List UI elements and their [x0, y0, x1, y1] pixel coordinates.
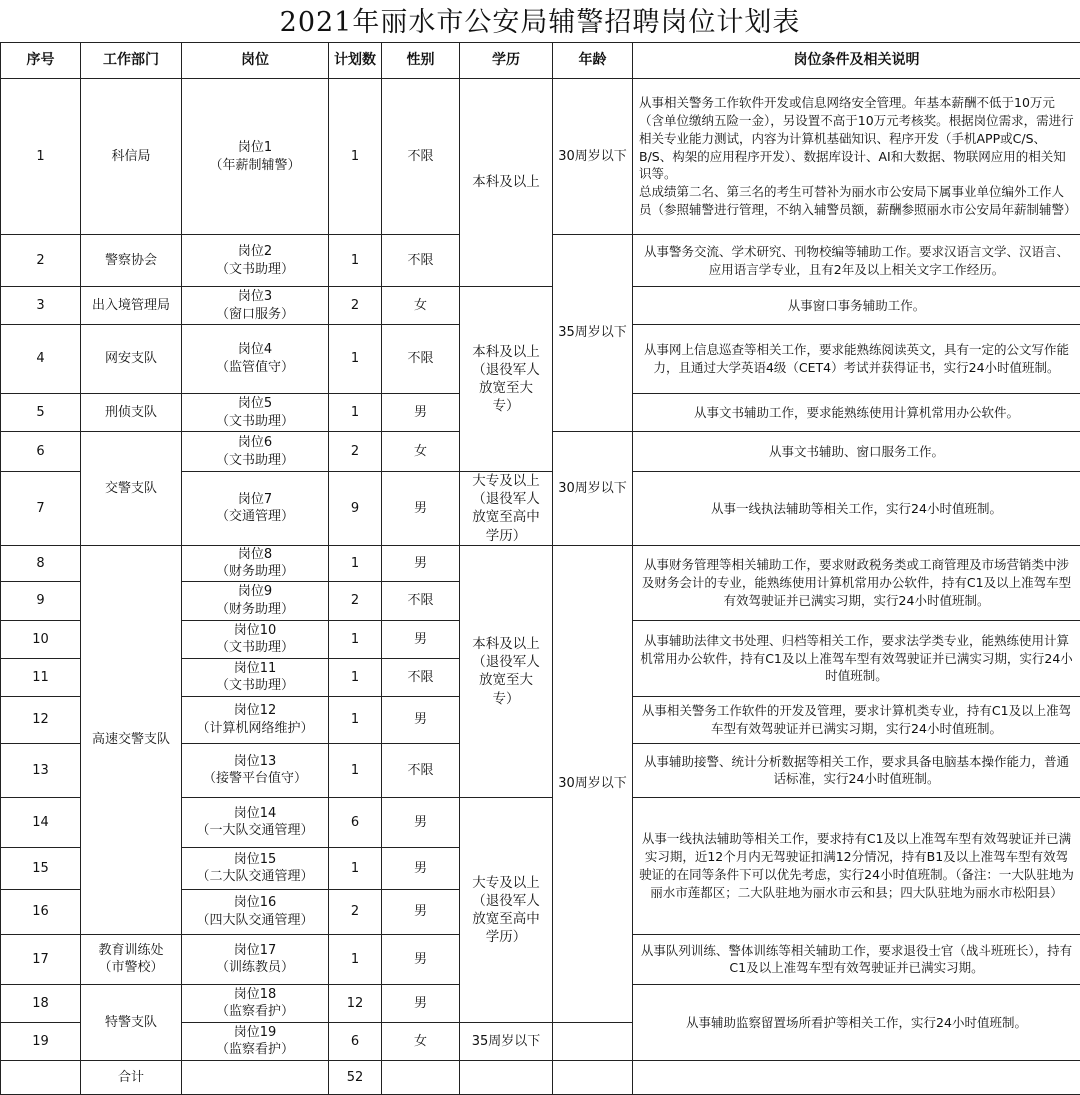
count-cell: 6	[329, 797, 382, 847]
header-cell: 岗位	[182, 43, 329, 79]
seq-cell: 1	[1, 79, 81, 235]
description-cell: 从事网上信息巡查等相关工作，要求能熟练阅读英文，具有一定的公文写作能力，且通过大学英语4级（CET4）考试并获得证书，实行24小时值班制。	[633, 325, 1080, 394]
count-cell: 1	[329, 79, 382, 235]
post-cell: 岗位11 （文书助理）	[182, 658, 329, 696]
count-cell: 1	[329, 325, 382, 394]
dept-cell: 高速交警支队	[81, 545, 182, 934]
total-blank-cell	[182, 1060, 329, 1094]
gender-cell: 男	[382, 696, 460, 743]
dept-cell: 网安支队	[81, 325, 182, 394]
description-cell: 从事相关警务工作软件开发或信息网络安全管理。年基本薪酬不低于10万元（含单位缴纳五险一金），另设置不高于10万元考核奖。根据岗位需求，需进行相关专业能力测试，内容为计算机基础知识、程序开发（手机APP或C/S、B/S、构架的应用程序开发）、数据库设计、AI和大数据、物联网应用的相关知识等。 总成绩第二名、第三名的考生可替补为丽水市公安局下属事业单位编外工作人员（参照辅警进行管理，不纳入辅警员额，薪酬参照丽水市公安局年薪制辅警）	[633, 79, 1080, 235]
post-cell: 岗位6 （文书助理）	[182, 432, 329, 472]
seq-cell: 13	[1, 743, 81, 797]
header-row	[1, 43, 1080, 79]
gender-cell: 男	[382, 394, 460, 432]
total-blank-cell	[1, 1060, 81, 1094]
dept-cell: 教育训练处 （市警校）	[81, 934, 182, 984]
seq-cell: 5	[1, 394, 81, 432]
seq-cell: 11	[1, 658, 81, 696]
header-cell: 性别	[382, 43, 460, 79]
post-cell: 岗位10 （文书助理）	[182, 620, 329, 658]
header-cell: 计划数	[329, 43, 382, 79]
gender-cell: 男	[382, 847, 460, 889]
total-blank-cell	[633, 1060, 1080, 1094]
count-cell: 1	[329, 934, 382, 984]
header-cell: 岗位条件及相关说明	[633, 43, 1080, 79]
description-cell: 从事辅助监察留置场所看护等相关工作，实行24小时值班制。	[633, 984, 1080, 1060]
seq-cell: 12	[1, 696, 81, 743]
table-row	[1, 287, 1080, 325]
count-cell: 1	[329, 696, 382, 743]
post-cell: 岗位15 （二大队交通管理）	[182, 847, 329, 889]
gender-cell: 男	[382, 934, 460, 984]
seq-cell: 7	[1, 472, 81, 546]
count-cell: 9	[329, 472, 382, 546]
header-cell: 年龄	[553, 43, 633, 79]
description-cell: 从事窗口事务辅助工作。	[633, 287, 1080, 325]
education-cell: 本科及以上 （退役军人 放宽至大 专）	[460, 545, 553, 797]
total-label: 合计	[81, 1060, 182, 1094]
description-cell: 从事文书辅助工作，要求能熟练使用计算机常用办公软件。	[633, 394, 1080, 432]
gender-cell: 男	[382, 620, 460, 658]
count-cell: 1	[329, 235, 382, 287]
dept-cell: 刑侦支队	[81, 394, 182, 432]
education-cell: 大专及以上 （退役军人 放宽至高中 学历）	[460, 797, 553, 1022]
dept-cell: 科信局	[81, 79, 182, 235]
total-blank-cell	[460, 1060, 553, 1094]
gender-cell: 不限	[382, 79, 460, 235]
gender-cell: 不限	[382, 743, 460, 797]
post-cell: 岗位9 （财务助理）	[182, 581, 329, 620]
dept-cell: 交警支队	[81, 432, 182, 546]
description-cell: 从事辅助法律文书处理、归档等相关工作，要求法学类专业，能熟练使用计算机常用办公软件，持有C1及以上准驾车型有效驾驶证并已满实习期，实行24小时值班制。	[633, 620, 1080, 696]
seq-cell: 6	[1, 432, 81, 472]
count-cell: 2	[329, 581, 382, 620]
table-row	[1, 545, 1080, 581]
total-row	[1, 1060, 1080, 1094]
description-cell: 从事辅助接警、统计分析数据等相关工作，要求具备电脑基本操作能力，普通话标准，实行24小时值班制。	[633, 743, 1080, 797]
age-cell: 35周岁以下	[460, 1022, 553, 1060]
seq-cell: 10	[1, 620, 81, 658]
count-cell: 2	[329, 889, 382, 934]
seq-cell: 4	[1, 325, 81, 394]
count-cell: 12	[329, 984, 382, 1022]
header-cell: 序号	[1, 43, 81, 79]
gender-cell: 女	[382, 1022, 460, 1060]
dept-cell: 特警支队	[81, 984, 182, 1060]
description-cell: 从事警务交流、学术研究、刊物校编等辅助工作。要求汉语言文学、汉语言、应用语言学专业，且有2年及以上相关文字工作经历。	[633, 235, 1080, 287]
post-cell: 岗位5 （文书助理）	[182, 394, 329, 432]
post-cell: 岗位13 （接警平台值守）	[182, 743, 329, 797]
description-cell: 从事文书辅助、窗口服务工作。	[633, 432, 1080, 472]
gender-cell: 不限	[382, 581, 460, 620]
post-cell: 岗位7 （交通管理）	[182, 472, 329, 546]
education-cell: 本科及以上 （退役军人 放宽至大 专）	[460, 287, 553, 472]
post-cell: 岗位19 （监察看护）	[182, 1022, 329, 1060]
seq-cell: 16	[1, 889, 81, 934]
description-cell: 从事一线执法辅助等相关工作，要求持有C1及以上准驾车型有效驾驶证并已满实习期，近12个月内无驾驶证扣满12分情况，持有B1及以上准驾车型有效驾驶证的在同等条件下可以优先考虑，实行24小时值班制。（备注：一大队驻地为丽水市莲都区；二大队驻地为丽水市云和县；四大队驻地为丽水市松阳县）	[633, 797, 1080, 934]
dept-cell: 出入境管理局	[81, 287, 182, 325]
seq-cell: 8	[1, 545, 81, 581]
gender-cell: 女	[382, 432, 460, 472]
gender-cell: 不限	[382, 325, 460, 394]
gender-cell: 男	[382, 889, 460, 934]
count-cell: 1	[329, 847, 382, 889]
post-cell: 岗位18 （监察看护）	[182, 984, 329, 1022]
post-cell: 岗位16 （四大队交通管理）	[182, 889, 329, 934]
post-cell: 岗位2 （文书助理）	[182, 235, 329, 287]
post-cell: 岗位17 （训练教员）	[182, 934, 329, 984]
description-cell: 从事相关警务工作软件的开发及管理，要求计算机类专业，持有C1及以上准驾车型有效驾驶证并已满实习期，实行24小时值班制。	[633, 696, 1080, 743]
seq-cell: 2	[1, 235, 81, 287]
table-row	[1, 79, 1080, 235]
seq-cell: 19	[1, 1022, 81, 1060]
post-cell: 岗位12 （计算机网络维护）	[182, 696, 329, 743]
seq-cell: 18	[1, 984, 81, 1022]
post-cell: 岗位8 （财务助理）	[182, 545, 329, 581]
seq-cell: 14	[1, 797, 81, 847]
total-blank-cell	[553, 1060, 633, 1094]
post-cell: 岗位14 （一大队交通管理）	[182, 797, 329, 847]
dept-cell: 警察协会	[81, 235, 182, 287]
seq-cell: 9	[1, 581, 81, 620]
count-cell: 2	[329, 287, 382, 325]
gender-cell: 不限	[382, 235, 460, 287]
total-count: 52	[329, 1060, 382, 1094]
page-title: 2021年丽水市公安局辅警招聘岗位计划表	[0, 0, 1080, 42]
age-cell: 35周岁以下	[553, 235, 633, 432]
post-cell: 岗位4 （监管值守）	[182, 325, 329, 394]
header-cell: 工作部门	[81, 43, 182, 79]
count-cell: 6	[329, 1022, 382, 1060]
count-cell: 1	[329, 545, 382, 581]
age-cell: 30周岁以下	[553, 79, 633, 235]
seq-cell: 17	[1, 934, 81, 984]
gender-cell: 男	[382, 545, 460, 581]
gender-cell: 男	[382, 472, 460, 546]
total-blank-cell	[382, 1060, 460, 1094]
gender-cell: 男	[382, 984, 460, 1022]
count-cell: 2	[329, 432, 382, 472]
seq-cell: 3	[1, 287, 81, 325]
seq-cell: 15	[1, 847, 81, 889]
gender-cell: 男	[382, 797, 460, 847]
education-cell: 本科及以上	[460, 79, 553, 287]
age-cell: 30周岁以下	[553, 432, 633, 546]
header-cell: 学历	[460, 43, 553, 79]
description-cell: 从事队列训练、警体训练等相关辅助工作，要求退役士官（战斗班班长），持有C1及以上准驾车型有效驾驶证并已满实习期。	[633, 934, 1080, 984]
gender-cell: 不限	[382, 658, 460, 696]
count-cell: 1	[329, 620, 382, 658]
count-cell: 1	[329, 394, 382, 432]
education-cell: 大专及以上 （退役军人 放宽至高中 学历）	[460, 472, 553, 546]
post-cell: 岗位1 （年薪制辅警）	[182, 79, 329, 235]
description-cell: 从事财务管理等相关辅助工作，要求财政税务类或工商管理及市场营销类中涉及财务会计的专业，能熟练使用计算机常用办公软件，持有C1及以上准驾车型有效驾驶证并已满实习期，实行24小时值班制。	[633, 545, 1080, 620]
description-cell: 从事一线执法辅助等相关工作，实行24小时值班制。	[633, 472, 1080, 546]
age-cell: 30周岁以下	[553, 545, 633, 1022]
recruitment-table	[0, 42, 1080, 1095]
post-cell: 岗位3 （窗口服务）	[182, 287, 329, 325]
count-cell: 1	[329, 743, 382, 797]
gender-cell: 女	[382, 287, 460, 325]
count-cell: 1	[329, 658, 382, 696]
